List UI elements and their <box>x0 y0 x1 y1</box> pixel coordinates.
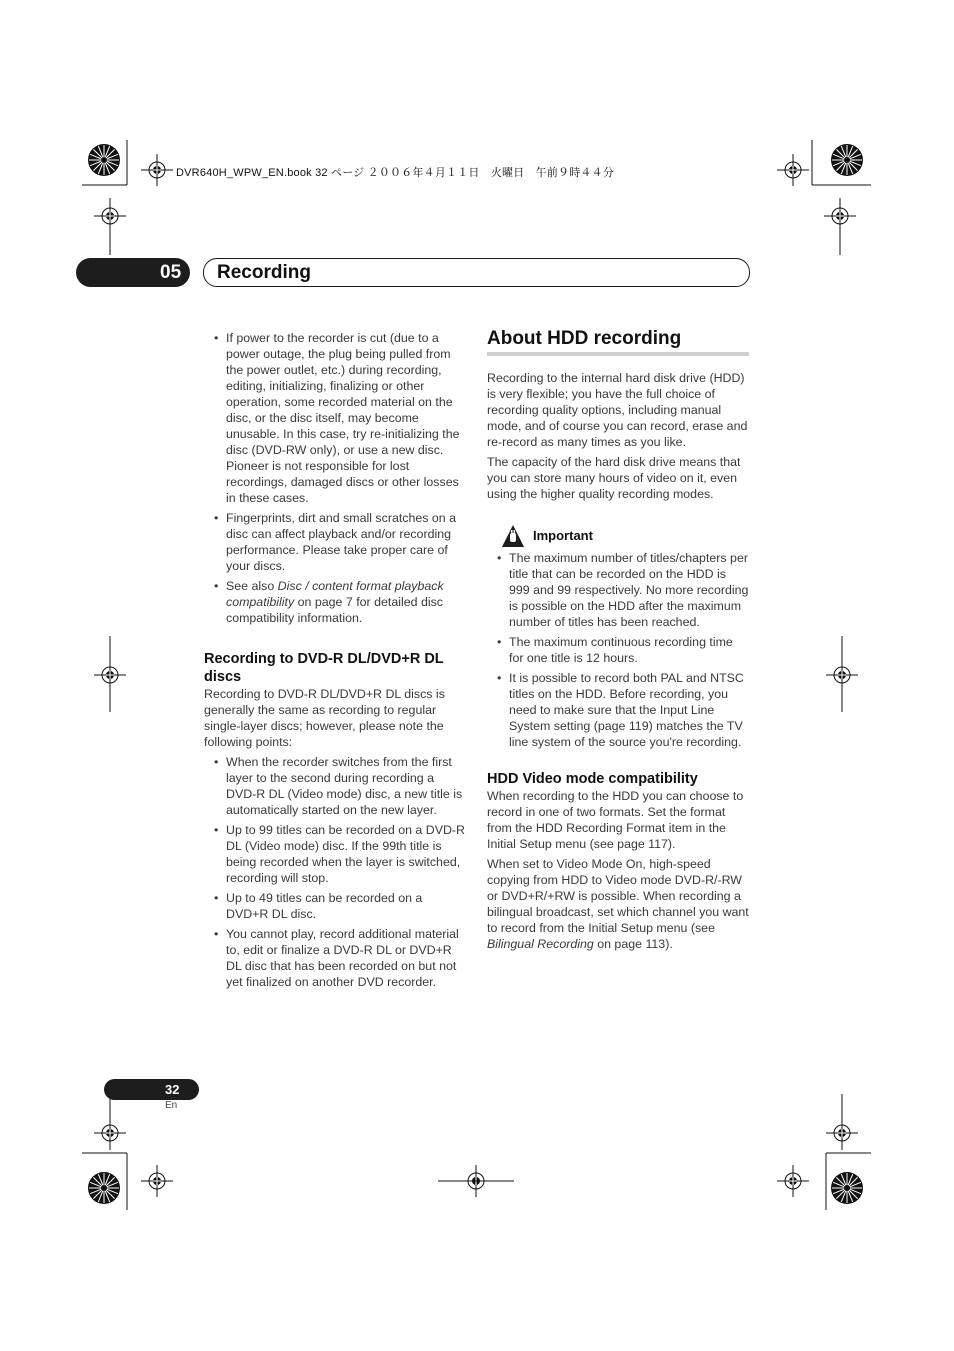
starburst-target-icon <box>831 144 863 176</box>
list-item: • When the recorder switches from the first layer to the second during recording a DVD-R DL (Video mode) disc, a new title is automatically started on the new layer. <box>214 755 463 817</box>
important-box <box>487 524 749 550</box>
registration-mark <box>94 200 126 232</box>
registration-mark <box>824 200 856 232</box>
list-item: • Up to 49 titles can be recorded on a DVD+R DL disc. <box>214 891 423 921</box>
chapter-number: 05 <box>160 262 182 283</box>
list-item: • The maximum number of titles/chapters per title that can be recorded on the HDD is 999 and 99 respectively. No more recording is possible on the HDD after the maximum number of titles has been reached. <box>497 551 749 629</box>
starburst-target-icon <box>88 144 120 176</box>
starburst-target-icon <box>831 1172 863 1204</box>
bullet-icon: • <box>214 891 219 905</box>
bullet-icon: • <box>497 671 502 685</box>
bullet-icon: • <box>497 635 502 649</box>
list-item: • See also Disc / content format playback compatibility on page 7 for detailed disc compatibility information. <box>214 579 444 625</box>
bullet-list <box>204 754 466 990</box>
registration-mark <box>141 1165 173 1197</box>
bullet-list <box>204 330 466 626</box>
paragraph: Recording to DVD-R DL/DVD+R DL discs is generally the same as recording to regular single-layer discs; however, please note the following points: <box>204 687 445 749</box>
paragraph: Recording to the internal hard disk drive (HDD) is very flexible; you have the full choice of recording quality options, including manual mode, and of course you can record, erase and re-record as many times as you like. <box>487 371 748 449</box>
important-list <box>487 550 749 750</box>
registration-mark <box>777 1165 809 1197</box>
registration-mark <box>826 1117 858 1149</box>
bullet-icon: • <box>214 755 219 769</box>
registration-mark <box>141 154 173 186</box>
warning-hand-icon <box>501 524 525 548</box>
bullet-icon: • <box>214 823 219 837</box>
section-heading-video-mode: HDD Video mode compatibility <box>487 771 698 787</box>
heading-underline <box>487 352 749 356</box>
paragraph: When set to Video Mode On, high-speed copying from HDD to Video mode DVD-R/-RW or DVD+R/+RW is possible. When recording a bilingual broadcast, set which channel you want to record from the Initial Setup menu (see Bilingual Recording on page 113). <box>487 857 749 951</box>
bullet-icon: • <box>214 579 219 593</box>
important-label: Important <box>533 528 593 543</box>
section-heading-dl: Recording to DVD-R DL/DVD+R DL discs <box>204 651 444 685</box>
bullet-icon: • <box>214 331 219 345</box>
print-header-line: DVR640H_WPW_EN.book 32 ページ ２００６年４月１１日 火曜日 午前９時４４分 <box>176 167 615 179</box>
bullet-icon: • <box>214 511 219 525</box>
bullet-icon: • <box>497 551 502 565</box>
cross-reference: Bilingual Recording <box>487 937 594 951</box>
section-heading-hdd: About HDD recording <box>487 328 682 349</box>
bullet-icon: • <box>214 927 219 941</box>
list-item: • Up to 99 titles can be recorded on a DVD-R DL (Video mode) disc. If the 99th title is being recorded when the layer is switched, recording will stop. <box>214 823 465 885</box>
paragraph: When recording to the HDD you can choose to record in one of two formats. Set the format from the HDD Recording Format item in the Initial Setup menu (see page 117). <box>487 789 744 851</box>
registration-mark <box>94 1117 126 1149</box>
crop-lines <box>82 140 871 1210</box>
list-item: • You cannot play, record additional material to, edit or finalize a DVD-R DL or DVD+R DL disc that has been recorded on but not yet finalized on another DVD recorder. <box>214 927 459 989</box>
cross-reference: Disc / content format playback compatibility <box>226 579 444 609</box>
list-item: • The maximum continuous recording time for one title is 12 hours. <box>497 635 733 665</box>
list-item: • Fingerprints, dirt and small scratches on a disc can affect playback and/or recording performance. Please take proper care of your discs. <box>214 511 457 573</box>
page-number-tab <box>104 1079 199 1100</box>
left-column <box>204 330 466 994</box>
list-item: • If power to the recorder is cut (due to a power outage, the plug being pulled from the power outlet, etc.) during recording, editing, initializing, finalizing or other operation, some recorded material on the disc, or the disc itself, may become unusable. In this case, try re-initializing the disc (DVD-RW only), or use a new disc. Pioneer is not responsible for lost recordings, damaged discs or other losses in these cases. <box>214 331 460 505</box>
list-item: • It is possible to record both PAL and NTSC titles on the HDD. Before recording, you need to make sure that the Input Line System setting (page 119) matches the TV line system of the source you're recording. <box>497 671 744 749</box>
registration-mark <box>826 659 858 691</box>
paragraph: The capacity of the hard disk drive means that you can store many hours of video on it, even using the higher quality recording modes. <box>487 455 741 501</box>
chapter-title: Recording <box>217 262 311 283</box>
starburst-target-icon <box>88 1172 120 1204</box>
registration-mark <box>94 659 126 691</box>
language-code: En <box>165 1100 178 1111</box>
page-number: 32 <box>165 1082 180 1097</box>
registration-mark <box>777 154 809 186</box>
right-column <box>487 370 749 956</box>
